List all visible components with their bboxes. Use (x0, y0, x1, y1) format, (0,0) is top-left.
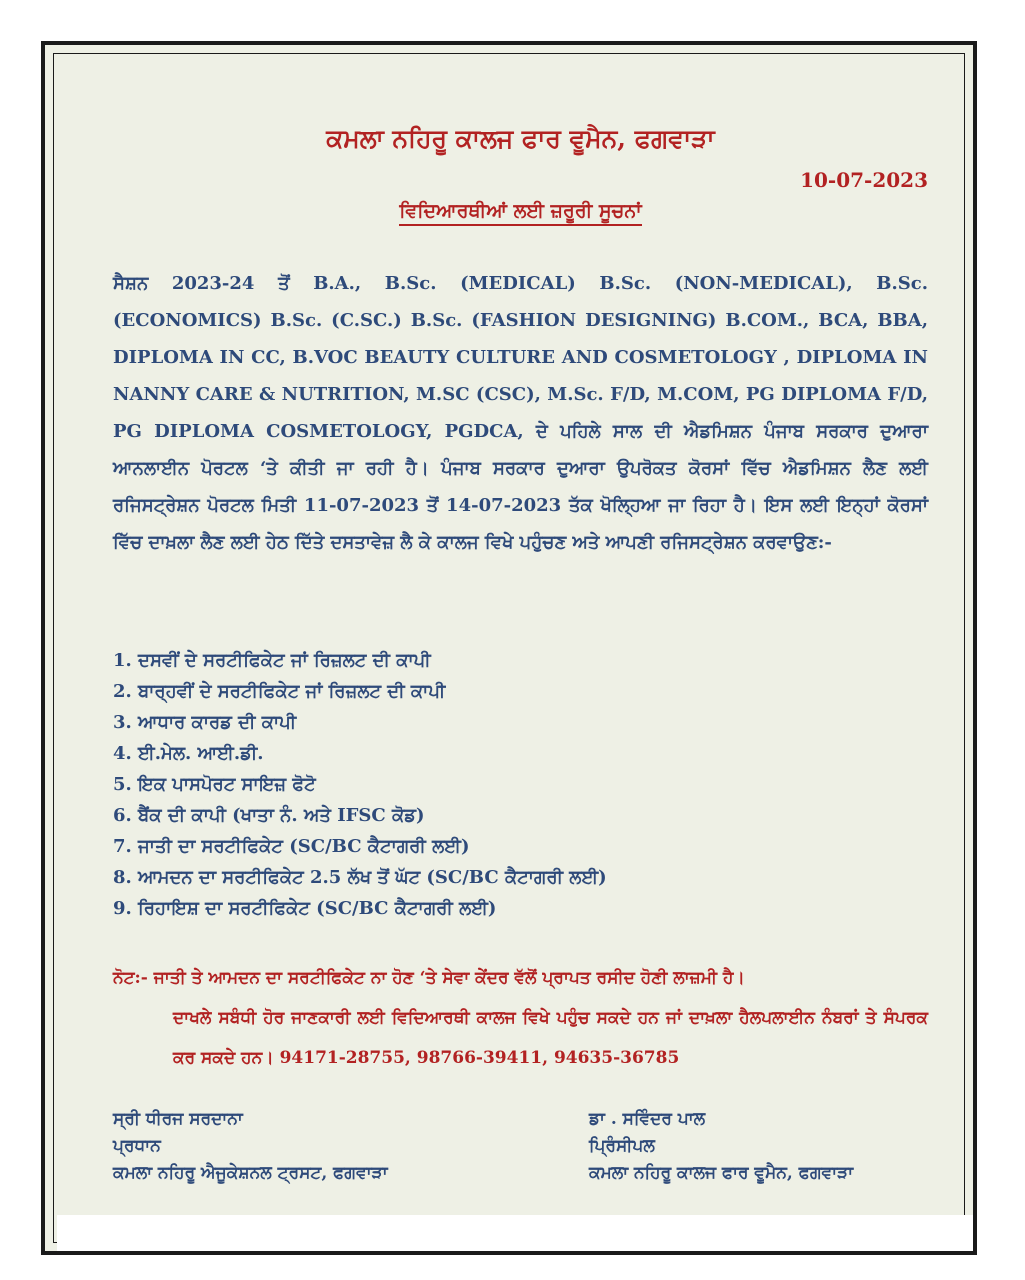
list-item: 8. ਆਮਦਨ ਦਾ ਸਰਟੀਫਿਕੇਟ 2.5 ਲੱਖ ਤੋਂ ਘੱਟ (SC/BC ਕੈਟਾਗਰੀ ਲਈ) (113, 867, 607, 888)
signatory-name: ਸ੍ਰੀ ਧੀਰਜ ਸਰਦਾਨਾ (113, 1109, 243, 1129)
signatory-designation: ਪ੍ਰਧਾਨ (113, 1136, 161, 1156)
list-item: 5. ਇਕ ਪਾਸਪੋਰਟ ਸਾਇਜ਼ ਫੋਟੋ (113, 774, 316, 795)
notice-subtitle-text: ਵਿਦਿਆਰਥੀਆਂ ਲਈ ਜ਼ਰੂਰੀ ਸੂਚਨਾਂ (399, 200, 641, 226)
list-item: 2. ਬਾਰ੍ਹਵੀਂ ਦੇ ਸਰਟੀਫਿਕੇਟ ਜਾਂ ਰਿਜ਼ਲਟ ਦੀ ਕਾਪੀ (113, 681, 446, 702)
list-item: 6. ਬੈਂਕ ਦੀ ਕਾਪੀ (ਖਾਤਾ ਨੰ. ਅਤੇ IFSC ਕੋਡ) (113, 805, 425, 826)
signature-right (589, 1106, 853, 1187)
admission-paragraph-text: ਸੈਸ਼ਨ 2023-24 ਤੋਂ B.A., B.Sc. (MEDICAL) B.Sc. (NON-MEDICAL), B.Sc. (ECONOMICS) B.Sc. (C.SC.) B.Sc. (FASHION DESIGNING) B.COM., BCA, BBA, DIPLOMA IN CC, B.VOC BEAUTY CULTURE AND COSMETOLOGY , DIPLOMA IN NANNY CARE & NUTRITION, M.SC (CSC), M.Sc. F/D, M.COM, PG DIPLOMA F/D, PG DIPLOMA COSMETOLOGY, PGDCA, ਦੇ ਪਹਿਲੇ ਸਾਲ ਦੀ ਐਡਮਿਸ਼ਨ ਪੰਜਾਬ ਸਰਕਾਰ ਦੁਆਰਾ ਆਨਲਾਈਨ ਪੋਰਟਲ ‘ਤੇ ਕੀਤੀ ਜਾ ਰਹੀ ਹੈ। ਪੰਜਾਬ ਸਰਕਾਰ ਦੁਆਰਾ ਉਪਰੋਕਤ ਕੋਰਸਾਂ ਵਿੱਚ ਐਡਮਿਸ਼ਨ ਲੈਣ ਲਈ ਰਜਿਸਟ੍ਰੇਸ਼ਨ ਪੋਰਟਲ ਮਿਤੀ 11-07-2023 ਤੋਂ 14-07-2023 ਤੱਕ ਖੋਲ੍ਹਿਆ ਜਾ ਰਿਹਾ ਹੈ। ਇਸ ਲਈ ਇਨ੍ਹਾਂ ਕੋਰਸਾਂ ਵਿੱਚ ਦਾਖ਼ਲਾ ਲੈਣ ਲਈ ਹੇਠ ਦਿੱਤੇ ਦਸਤਾਵੇਜ਼ ਲੈ ਕੇ ਕਾਲਜ ਵਿਖੇ ਪਹੁੰਚਣ ਅਤੇ ਆਪਣੀ ਰਜਿਸਟ੍ਰੇਸ਼ਨ ਕਰਵਾਉਣ:- (113, 273, 928, 553)
list-item: 3. ਆਧਾਰ ਕਾਰਡ ਦੀ ਕਾਪੀ (113, 712, 297, 733)
list-item: 1. ਦਸਵੀਂ ਦੇ ਸਰਟੀਫਿਕੇਟ ਜਾਂ ਰਿਜ਼ਲਟ ਦੀ ਕਾਪੀ (113, 650, 431, 671)
signature-left (113, 1106, 388, 1187)
list-item: 9. ਰਿਹਾਇਸ਼ ਦਾ ਸਰਟੀਫਿਕੇਟ (SC/BC ਕੈਟਾਗਰੀ ਲਈ) (113, 898, 497, 919)
notice-date: 10-07-2023 (800, 168, 928, 192)
college-title: ਕਮਲਾ ਨਹਿਰੂ ਕਾਲਜ ਫਾਰ ਵੂਮੈਨ, ਫਗਵਾੜਾ (326, 124, 715, 153)
note-section (113, 958, 928, 1078)
list-item: 7. ਜਾਤੀ ਦਾ ਸਰਟੀਫਿਕੇਟ (SC/BC ਕੈਟਾਗਰੀ ਲਈ) (113, 836, 470, 857)
note-line-1: ਨੋਟ:- ਜਾਤੀ ਤੇ ਆਮਦਨ ਦਾ ਸਰਟੀਫਿਕੇਟ ਨਾ ਹੋਣ ‘ਤੇ ਸੇਵਾ ਕੇਂਦਰ ਵੱਲੋਂ ਪ੍ਰਾਪਤ ਰਸੀਦ ਹੋਣੀ ਲਾਜ਼ਮੀ ਹੈ। (113, 968, 745, 988)
list-item: 4. ਈ.ਮੇਲ. ਆਈ.ਡੀ. (113, 743, 264, 764)
signatory-organization: ਕਮਲਾ ਨਹਿਰੂ ਕਾਲਜ ਫਾਰ ਵੂਮੈਨ, ਫਗਵਾੜਾ (589, 1163, 854, 1183)
signatory-name: ਡਾ . ਸਵਿੰਦਰ ਪਾਲ (589, 1109, 706, 1129)
documents-list (113, 645, 928, 924)
note-line-2: ਦਾਖਲੇ ਸਬੰਧੀ ਹੋਰ ਜਾਣਕਾਰੀ ਲਈ ਵਿਦਿਆਰਥੀ ਕਾਲਜ ਵਿਖੇ ਪਹੁੰਚ ਸਕਦੇ ਹਨ ਜਾਂ ਦਾਖ਼ਲਾ ਹੈਲਪਲਾਈਨ ਨੰਬਰਾਂ ਤੇ ਸੰਪਰਕ ਕਰ ਸਕਦੇ ਹਨ। 94171-28755, 98766-39411, 94635-36785 (173, 1008, 928, 1068)
notice-subtitle (113, 200, 928, 222)
bottom-strip (57, 1215, 973, 1251)
signatory-organization: ਕਮਲਾ ਨਹਿਰੂ ਐਜੂਕੇਸ਼ਨਲ ਟ੍ਰਸਟ, ਫਗਵਾੜਾ (113, 1163, 388, 1183)
signatory-designation: ਪ੍ਰਿੰਸੀਪਲ (589, 1136, 655, 1156)
admission-paragraph (113, 265, 928, 561)
